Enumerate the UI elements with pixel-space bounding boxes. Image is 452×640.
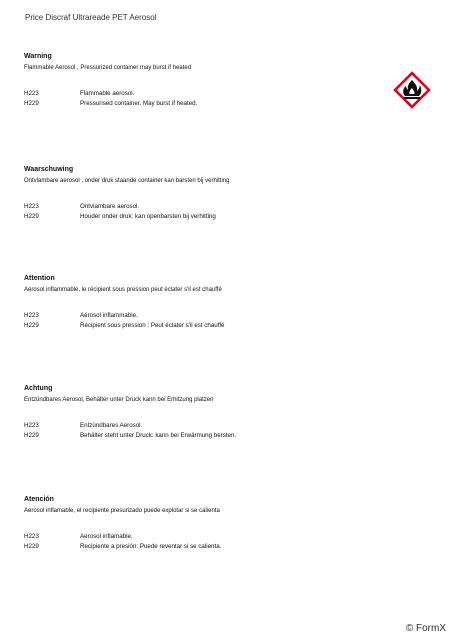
hazard-code: H223 xyxy=(24,422,39,429)
hazard-statement xyxy=(24,311,384,321)
hazard-statements xyxy=(24,311,384,331)
section-heading: Warning xyxy=(24,53,52,60)
section-description: Entzündbares Aerosol, Behälter unter Druck kann bei Erhitzung platzen xyxy=(24,397,214,403)
section-warning-es xyxy=(24,495,384,552)
section-heading: Waarschuwing xyxy=(24,166,74,173)
hazard-text: Aerosol inflamable. xyxy=(80,533,133,540)
hazard-statement xyxy=(24,321,384,331)
hazard-code: H229 xyxy=(24,213,39,220)
hazard-code: H223 xyxy=(24,90,39,97)
hazard-code: H223 xyxy=(24,203,39,210)
hazard-statement xyxy=(24,212,384,222)
hazard-text: Ontvlambare aerosol. xyxy=(80,203,140,210)
hazard-statement xyxy=(24,431,384,441)
hazard-text: Recipiente a presión: Puede reventar si se calienta. xyxy=(80,543,222,550)
hazard-statement xyxy=(24,421,384,431)
hazard-text: Flammable aerosol. xyxy=(80,90,135,97)
hazard-statement xyxy=(24,542,384,552)
section-heading: Attention xyxy=(24,275,55,282)
hazard-statement xyxy=(24,99,384,109)
hazard-code: H229 xyxy=(24,322,39,329)
section-warning-nl xyxy=(24,165,384,222)
ghs-flame-icon xyxy=(392,70,432,110)
hazard-statements xyxy=(24,421,384,441)
section-description: Ontvlambare aerosol , onder druk staande container kan barsten bij verhitting xyxy=(24,178,230,184)
hazard-statements xyxy=(24,532,384,552)
section-warning-en xyxy=(24,52,384,109)
document-title: Price Discraf Ultrareade PET Aerosol xyxy=(25,13,157,22)
hazard-code: H223 xyxy=(24,533,39,540)
hazard-text: Houder onder druk: kan openbarsten bij verhitting xyxy=(80,213,216,220)
section-description: Aerosol inflamable, el recipiente presurizado puede explotar si se calienta xyxy=(24,508,220,514)
hazard-code: H229 xyxy=(24,100,39,107)
hazard-text: Behälter steht unter Druck: kann bei Erwärmung bersten. xyxy=(80,432,237,439)
hazard-text: Entzündbares Aerosol. xyxy=(80,422,143,429)
hazard-code: H223 xyxy=(24,312,39,319)
section-warning-fr xyxy=(24,274,384,331)
hazard-text: Récipient sous pression : Peut éclater s'il est chauffé xyxy=(80,322,225,329)
section-description: Aérosol inflammable, le récipient sous pression peut éclater s'il est chauffé xyxy=(24,287,222,293)
hazard-statement xyxy=(24,532,384,542)
hazard-text: Aérosol inflammable. xyxy=(80,312,138,319)
section-description: Flammable Aerosol , Pressurized container may burst if heated xyxy=(24,65,192,71)
hazard-statement xyxy=(24,89,384,99)
hazard-code: H229 xyxy=(24,432,39,439)
section-warning-de xyxy=(24,384,384,441)
hazard-statements xyxy=(24,89,384,109)
hazard-statements xyxy=(24,202,384,222)
formx-logo: © FormX xyxy=(405,623,446,634)
section-heading: Atención xyxy=(24,496,54,503)
hazard-code: H229 xyxy=(24,543,39,550)
section-heading: Achtung xyxy=(24,385,53,392)
hazard-text: Pressurised container. May burst if heated. xyxy=(80,100,198,107)
hazard-statement xyxy=(24,202,384,212)
